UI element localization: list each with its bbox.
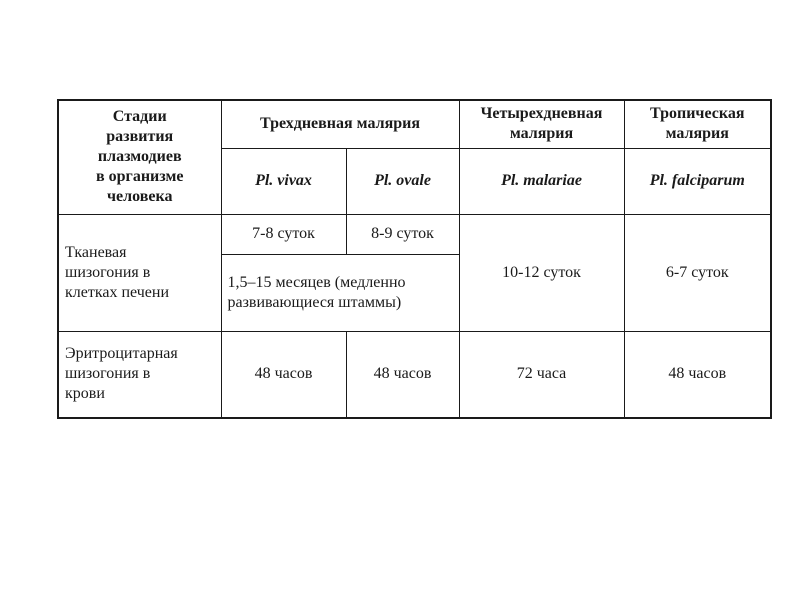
species-vivax: Pl. vivax xyxy=(221,148,346,214)
tissue-ovale-value: 8-9 суток xyxy=(346,214,459,254)
tissue-malariae-value: 10-12 суток xyxy=(459,214,624,331)
erythro-ovale-value: 48 часов xyxy=(346,331,459,418)
table-row xyxy=(58,331,771,418)
erythro-falciparum-value: 48 часов xyxy=(624,331,771,418)
tissue-vivax-value: 7-8 суток xyxy=(221,214,346,254)
table-header-row xyxy=(58,100,771,148)
species-ovale: Pl. ovale xyxy=(346,148,459,214)
species-falciparum: Pl. falciparum xyxy=(624,148,771,214)
tropical-malaria-header: Тропическая малярия xyxy=(624,100,771,148)
row-label-erythrocytic-schizogony: Эритроцитарная шизогония в крови xyxy=(58,331,221,418)
stage-column-header: Стадии развития плазмодиев в организме человека xyxy=(58,100,221,214)
tissue-relapse-value: 1,5–15 месяцев (медленно развивающиеся штаммы) xyxy=(221,254,459,331)
malaria-comparison-table xyxy=(57,99,772,419)
table-row xyxy=(58,214,771,254)
tertian-malaria-header: Трехдневная малярия xyxy=(221,100,459,148)
quartan-malaria-header: Четырехдневная малярия xyxy=(459,100,624,148)
erythro-vivax-value: 48 часов xyxy=(221,331,346,418)
species-malariae: Pl. malariae xyxy=(459,148,624,214)
row-label-tissue-schizogony: Тканевая шизогония в клетках печени xyxy=(58,214,221,331)
erythro-malariae-value: 72 часа xyxy=(459,331,624,418)
tissue-falciparum-value: 6-7 суток xyxy=(624,214,771,331)
